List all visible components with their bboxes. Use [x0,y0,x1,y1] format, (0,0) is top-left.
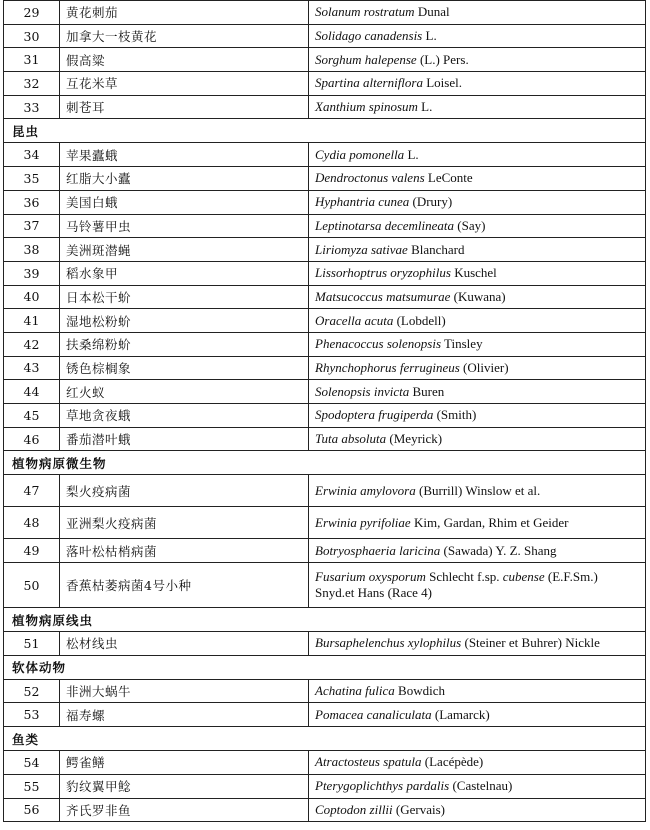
table-row [4,261,646,285]
authority: L. [417,99,433,115]
authority: (Olivier) [459,359,509,375]
authority: Loisel. [422,75,462,91]
category-header-row [4,655,646,679]
authority: (Drury) [409,194,453,210]
chinese-name: 美国白蛾 [60,190,309,214]
chinese-name: 美洲斑潜蝇 [60,238,309,262]
table-row [4,475,646,507]
category-label: 软体动物 [4,655,646,679]
table-row [4,356,646,380]
row-number: 36 [4,190,60,214]
table-row [4,404,646,428]
authority: (Smith) [433,407,477,423]
table-row [4,632,646,656]
scientific-name [309,95,646,119]
scientific-name [309,285,646,309]
scientific-name [309,475,646,507]
chinese-name: 梨火疫病菌 [60,475,309,507]
row-number: 55 [4,774,60,798]
table-row [4,285,646,309]
table-row [4,190,646,214]
chinese-name: 马铃薯甲虫 [60,214,309,238]
chinese-name: 扶桑绵粉蚧 [60,332,309,356]
row-number: 34 [4,143,60,167]
table-row [4,332,646,356]
latin-binomial: Solanum rostratum [315,4,415,20]
scientific-name [309,48,646,72]
row-number: 42 [4,332,60,356]
latin-binomial: cubense [502,569,545,585]
row-number: 31 [4,48,60,72]
invasive-species-table [3,0,646,822]
authority: (Gervais) [392,801,445,817]
latin-binomial: Spodoptera frugiperda [315,407,434,423]
latin-binomial: Pterygoplichthys pardalis [315,778,450,794]
chinese-name: 互花米草 [60,72,309,96]
row-number: 41 [4,309,60,333]
species-list-page [3,0,646,822]
row-number: 39 [4,261,60,285]
row-number: 47 [4,475,60,507]
row-number: 44 [4,380,60,404]
row-number: 43 [4,356,60,380]
latin-binomial: Sorghum halepense [315,51,417,67]
scientific-name [309,507,646,539]
table-row [4,563,646,608]
chinese-name: 鳄雀鳝 [60,751,309,775]
authority: Kim, Gardan, Rhim et Geider [410,514,569,530]
row-number: 33 [4,95,60,119]
latin-binomial: Achatina fulica [315,683,395,699]
table-row [4,751,646,775]
authority: Bowdich [394,683,445,699]
chinese-name: 松材线虫 [60,632,309,656]
latin-binomial: Oracella acuta [315,312,394,328]
scientific-name [309,427,646,451]
row-number: 40 [4,285,60,309]
latin-binomial: Liriomyza sativae [315,241,408,257]
scientific-name [309,190,646,214]
scientific-name [309,356,646,380]
scientific-name [309,214,646,238]
latin-binomial: Coptodon zillii [315,801,393,817]
scientific-name [309,24,646,48]
category-header-row [4,727,646,751]
authority: (Lobdell) [393,312,446,328]
row-number: 52 [4,679,60,703]
table-body [4,1,646,822]
latin-binomial: Matsucoccus matsumurae [315,288,451,304]
chinese-name: 非洲大蜗牛 [60,679,309,703]
row-number: 38 [4,238,60,262]
scientific-name [309,167,646,191]
latin-binomial: Leptinotarsa decemlineata [315,217,455,233]
chinese-name: 湿地松粉蚧 [60,309,309,333]
table-row [4,1,646,25]
chinese-name: 黄花刺茄 [60,1,309,25]
table-row [4,238,646,262]
table-row [4,679,646,703]
authority: (Lamarck) [431,706,490,722]
row-number: 32 [4,72,60,96]
table-row [4,539,646,563]
chinese-name: 番茄潜叶蛾 [60,427,309,451]
table-row [4,48,646,72]
chinese-name: 草地贪夜蛾 [60,404,309,428]
chinese-name: 豹纹翼甲鲶 [60,774,309,798]
category-label: 鱼类 [4,727,646,751]
chinese-name: 亚洲梨火疫病菌 [60,507,309,539]
authority: Blanchard [407,241,465,257]
scientific-name [309,563,646,608]
table-row [4,24,646,48]
latin-binomial: Fusarium oxysporum [315,569,426,585]
scientific-name [309,774,646,798]
authority: Kuschel [450,265,497,281]
chinese-name: 刺苍耳 [60,95,309,119]
latin-binomial: Dendroctonus valens [315,170,425,186]
chinese-name: 加拿大一枝黄花 [60,24,309,48]
scientific-name [309,261,646,285]
authority: LeConte [424,170,473,186]
table-row [4,143,646,167]
authority: (Burrill) Winslow et al. [415,482,541,498]
latin-binomial: Bursaphelenchus xylophilus [315,635,462,651]
category-label: 昆虫 [4,119,646,143]
authority: (L.) Pers. [416,51,469,67]
row-number: 37 [4,214,60,238]
row-number: 29 [4,1,60,25]
latin-binomial: Erwinia pyrifoliae [315,514,411,530]
authority: (Lacépède) [421,754,484,770]
scientific-name [309,679,646,703]
authority: Schlecht f.sp. [425,569,503,585]
authority: Dunal [414,4,450,20]
scientific-name [309,751,646,775]
scientific-name [309,72,646,96]
authority: (Kuwana) [450,288,506,304]
row-number: 54 [4,751,60,775]
scientific-name [309,798,646,822]
table-row [4,167,646,191]
latin-binomial: Hyphantria cunea [315,194,410,210]
table-row [4,774,646,798]
scientific-name [309,380,646,404]
latin-binomial: Xanthium spinosum [315,99,418,115]
row-number: 56 [4,798,60,822]
row-number: 35 [4,167,60,191]
category-label: 植物病原微生物 [4,451,646,475]
row-number: 50 [4,563,60,608]
scientific-name [309,632,646,656]
table-row [4,427,646,451]
chinese-name: 假高粱 [60,48,309,72]
chinese-name: 福寿螺 [60,703,309,727]
latin-binomial: Spartina alterniflora [315,75,423,91]
latin-binomial: Tuta absoluta [315,431,387,447]
row-number: 46 [4,427,60,451]
row-number: 53 [4,703,60,727]
scientific-name [309,1,646,25]
table-row [4,703,646,727]
table-row [4,309,646,333]
authority: (Sawada) Y. Z. Shang [440,542,557,558]
chinese-name: 稻水象甲 [60,261,309,285]
latin-binomial: Pomacea canaliculata [315,706,432,722]
category-header-row [4,608,646,632]
chinese-name: 红火蚁 [60,380,309,404]
row-number: 45 [4,404,60,428]
authority: Buren [409,383,445,399]
authority: Tinsley [441,336,483,352]
table-row [4,798,646,822]
latin-binomial: Cydia pomonella [315,146,405,162]
authority: (E.F.Sm.) Snyd.et Hans (Race 4) [315,569,598,601]
category-header-row [4,451,646,475]
table-row [4,72,646,96]
latin-binomial: Lissorhoptrus oryzophilus [315,265,451,281]
latin-binomial: Atractosteus spatula [315,754,422,770]
latin-binomial: Rhynchophorus ferrugineus [315,359,460,375]
authority: L. [404,146,419,162]
chinese-name: 落叶松枯梢病菌 [60,539,309,563]
category-label: 植物病原线虫 [4,608,646,632]
category-header-row [4,119,646,143]
authority: (Meyrick) [386,431,443,447]
authority: L. [422,28,437,44]
table-row [4,507,646,539]
row-number: 49 [4,539,60,563]
row-number: 48 [4,507,60,539]
table-row [4,95,646,119]
scientific-name [309,332,646,356]
row-number: 51 [4,632,60,656]
chinese-name: 锈色棕榈象 [60,356,309,380]
latin-binomial: Erwinia amylovora [315,482,416,498]
table-row [4,214,646,238]
latin-binomial: Botryosphaeria laricina [315,542,441,558]
table-row [4,380,646,404]
latin-binomial: Solidago canadensis [315,28,423,44]
chinese-name: 日本松干蚧 [60,285,309,309]
chinese-name: 香蕉枯萎病菌4号小种 [60,563,309,608]
latin-binomial: Phenacoccus solenopsis [315,336,442,352]
authority: (Castelnau) [449,778,513,794]
latin-binomial: Solenopsis invicta [315,383,410,399]
scientific-name [309,404,646,428]
chinese-name: 齐氏罗非鱼 [60,798,309,822]
authority: (Steiner et Buhrer) Nickle [461,635,600,651]
chinese-name: 红脂大小蠹 [60,167,309,191]
scientific-name [309,703,646,727]
authority: (Say) [454,217,486,233]
row-number: 30 [4,24,60,48]
scientific-name [309,309,646,333]
scientific-name [309,539,646,563]
scientific-name [309,143,646,167]
scientific-name [309,238,646,262]
chinese-name: 苹果蠹蛾 [60,143,309,167]
